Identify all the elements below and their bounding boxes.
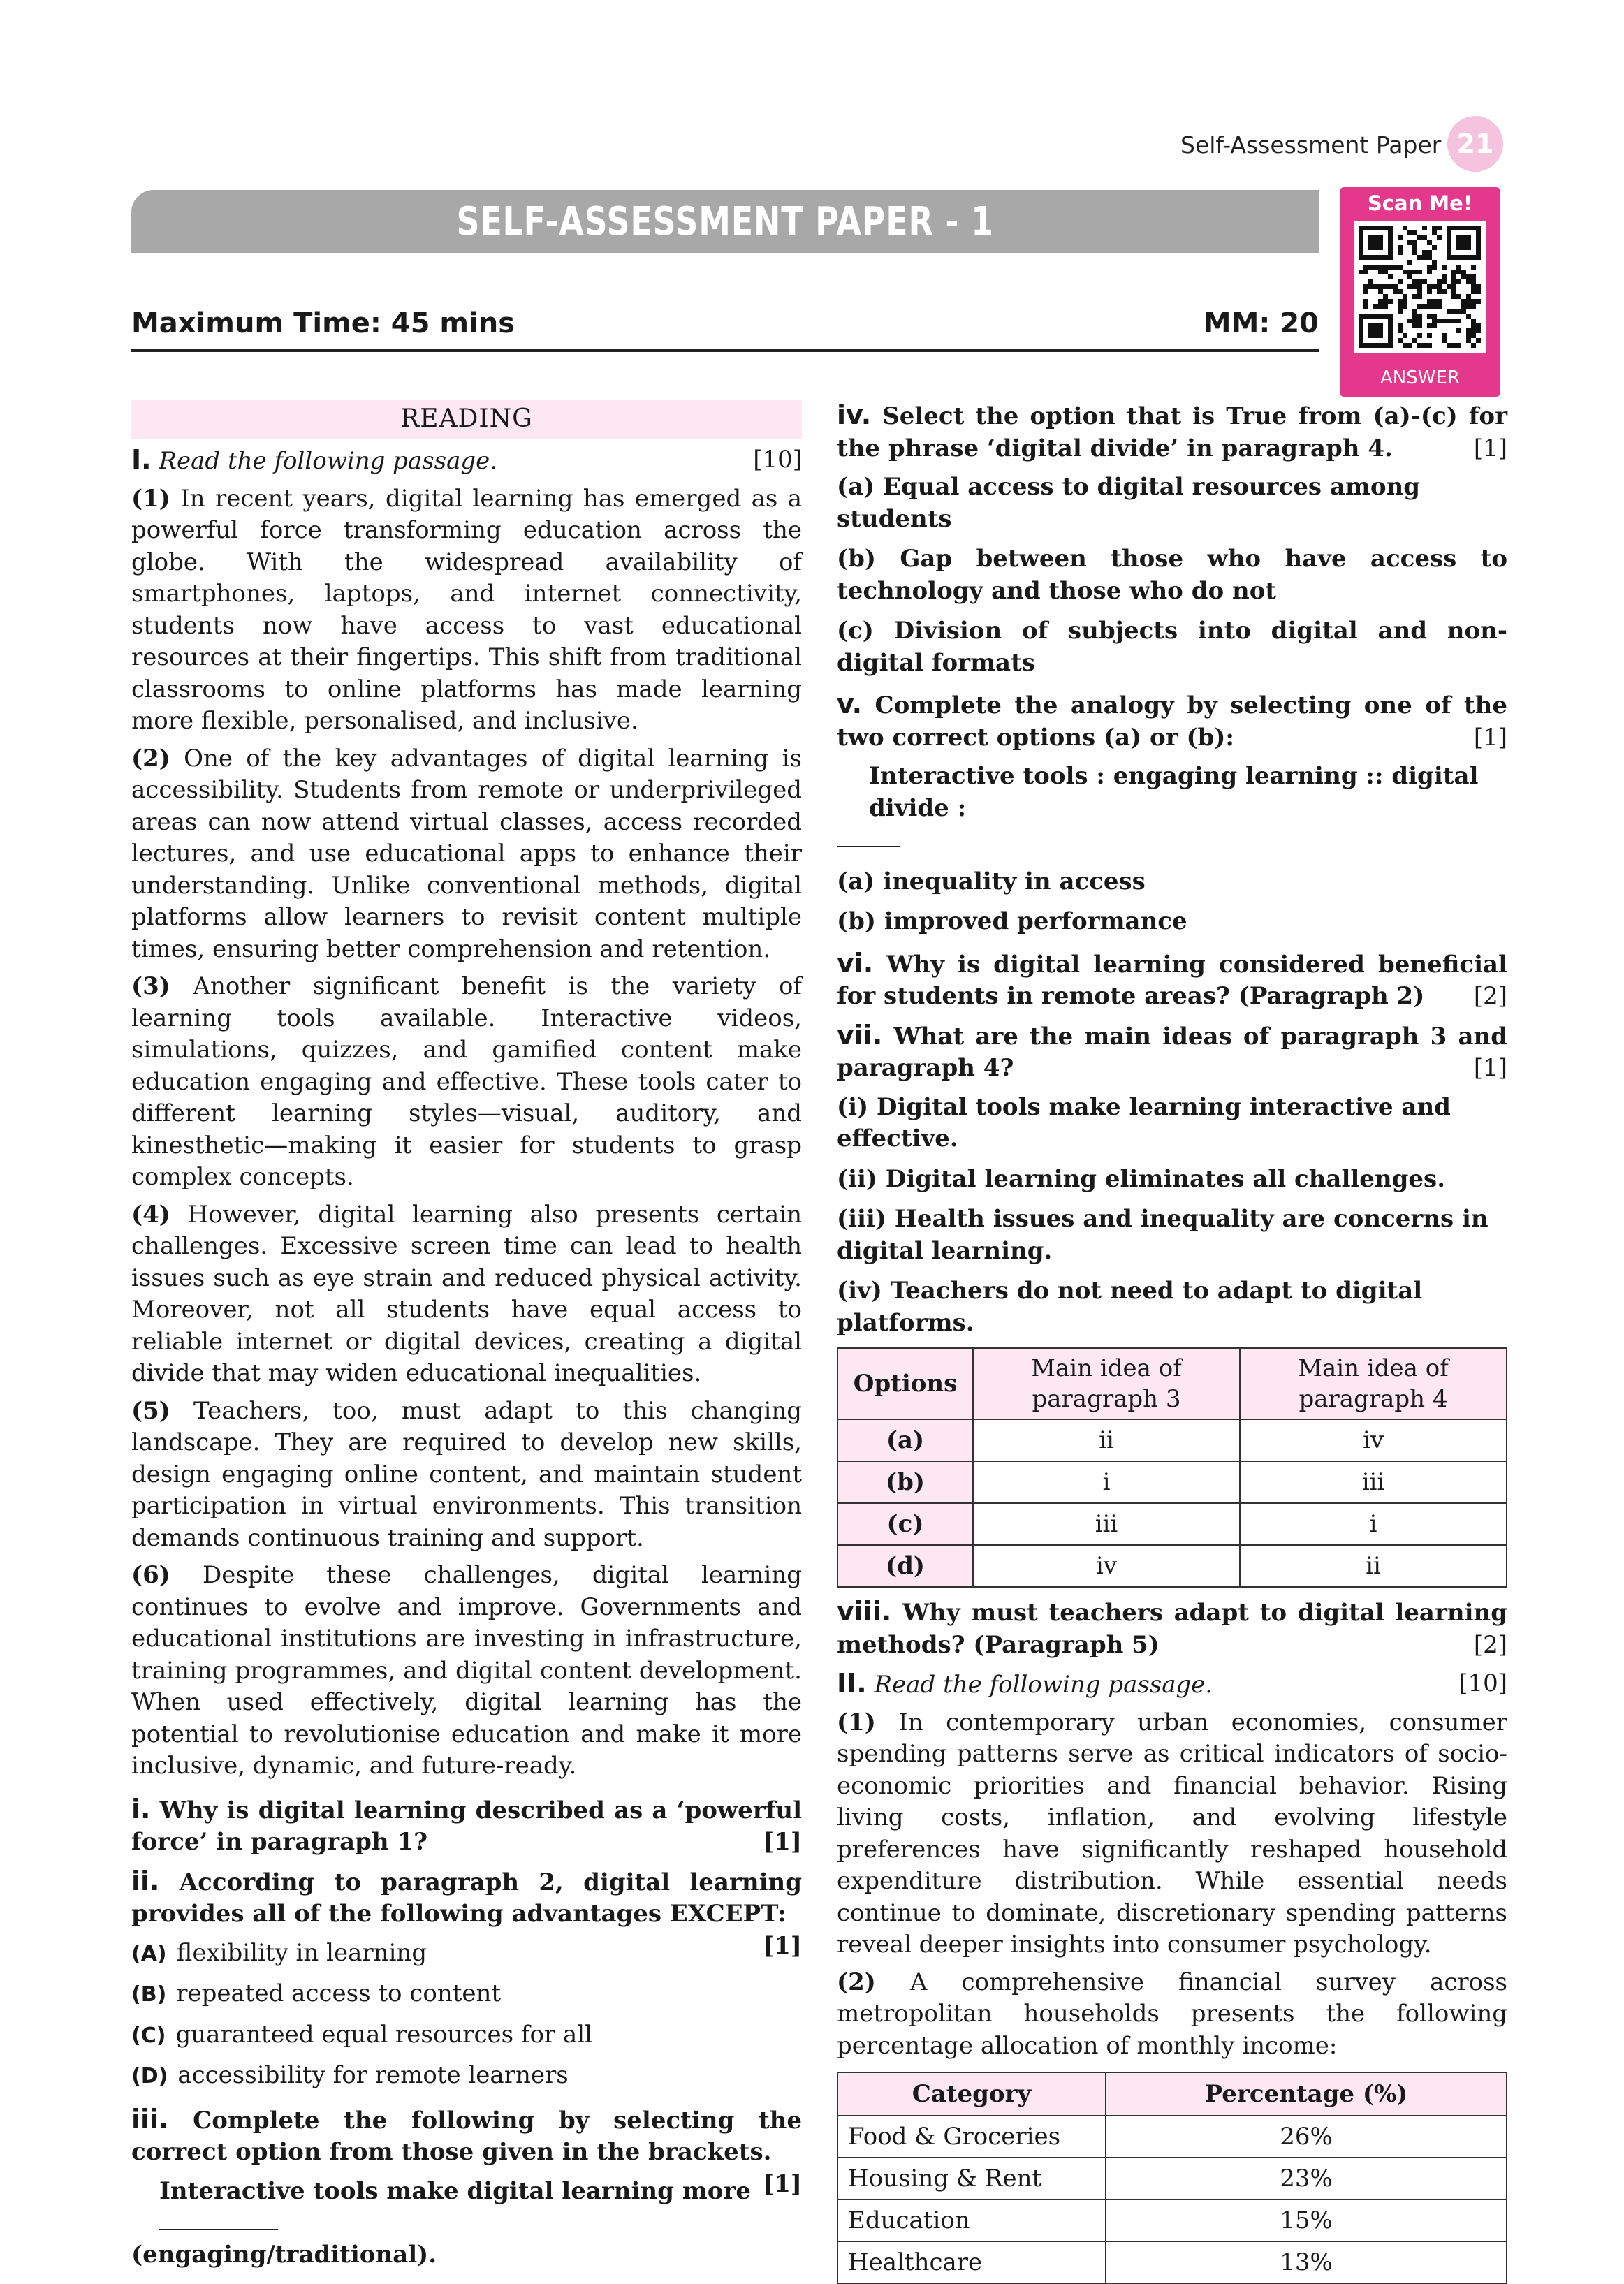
table-header-row — [837, 1348, 1507, 1419]
option-text: accessibility for remote learners — [177, 2061, 569, 2089]
qr-answer-box[interactable] — [1340, 187, 1500, 397]
option-item[interactable] — [131, 1938, 802, 1970]
paragraph-number: (3) — [131, 972, 170, 1000]
left-column — [131, 400, 802, 2276]
paragraph-number: (2) — [131, 744, 170, 773]
section-1-marks: [10] — [753, 446, 802, 474]
passage-paragraph — [131, 483, 802, 738]
analogy-text: Interactive tools : engaging learning :: digital divide : — [869, 762, 1479, 822]
statement-item — [837, 1203, 1507, 1267]
paragraph-number: (2) — [837, 1968, 876, 1996]
fill-in-statement — [131, 2176, 802, 2271]
question-4 — [837, 400, 1507, 464]
qr-code-graphic — [1354, 221, 1486, 353]
passage-paragraph — [131, 1199, 802, 1390]
statement-item — [837, 1275, 1507, 1339]
table-cell: Education — [837, 2199, 1106, 2241]
qr-scan-label: Scan Me! — [1367, 191, 1473, 215]
table-cell: iv — [1240, 1419, 1507, 1461]
table-cell: Food & Groceries — [837, 2116, 1106, 2158]
running-title: Self-Assessment Paper — [1180, 131, 1442, 159]
question-text: Complete the following by selecting the correct option from those given in the brackets. — [131, 2106, 802, 2166]
paragraph-text: Despite these challenges, digital learning continues to evolve and improve. Governments and educational institutions are investing in infrastructure, training programmes, and digital content development. When used effectively, digital learning has the potential to revolutionise education and make it more inclusive, dynamic, and future-ready. — [131, 1561, 803, 1780]
option-item[interactable] — [131, 2019, 802, 2052]
question-number: iii. — [131, 2103, 169, 2135]
section-2-number: II. — [837, 1668, 867, 1699]
paragraph-number: (5) — [131, 1396, 170, 1425]
table-cell: (a) — [837, 1419, 973, 1461]
question-number: vi. — [837, 947, 874, 979]
question-text: Select the option that is True from (a)-(c) for the phrase ‘digital divide’ in paragraph 4. — [837, 402, 1507, 462]
statement-text: Digital tools make learning interactive and effective. — [837, 1092, 1451, 1152]
option-text: Equal access to digital resources among students — [837, 473, 1421, 533]
table-cell: i — [1240, 1503, 1507, 1545]
statement-label: (i) — [837, 1092, 869, 1121]
paragraph-text: However, digital learning also presents certain challenges. Excessive screen time can lead to health issues such as eye strain and reduced physical activity. Moreover, not all students have equal access to reliable internet or digital devices, creating a digital divide that may widen educational inequalities. — [131, 1200, 802, 1387]
paragraph-number: (6) — [131, 1561, 170, 1589]
passage-paragraph — [837, 1707, 1507, 1961]
table-cell: Housing & Rent — [837, 2158, 1106, 2199]
passage-paragraph — [837, 1967, 1507, 2063]
table-row[interactable] — [837, 2241, 1507, 2283]
qr-answer-label: ANSWER — [1380, 367, 1460, 388]
statement-text: Interactive tools make digital learning more — [159, 2176, 751, 2205]
paragraph-text: Another significant benefit is the variety of learning tools available. Interactive videos, simulations, quizzes, and gamified content make education engaging and effective. These tools cater to different learning styles—visual, auditory, and kinesthetic—making it easier for students to grasp complex concepts. — [131, 972, 802, 1191]
table-cell: (d) — [837, 1545, 973, 1587]
question-text: Complete the analogy by selecting one of the two correct options (a) or (b): — [837, 691, 1507, 752]
answer-blank[interactable] — [837, 825, 900, 847]
question-marks: [1] — [763, 1828, 802, 1856]
header-divider — [131, 349, 1319, 352]
paragraph-number: (1) — [131, 484, 170, 513]
statement-label: (ii) — [837, 1164, 878, 1193]
question-7 — [837, 1020, 1507, 1085]
table-header-cell: Main idea of paragraph 3 — [973, 1348, 1240, 1419]
question-number: viii. — [837, 1596, 892, 1627]
table-row[interactable] — [837, 1419, 1507, 1461]
passage-paragraph — [131, 1396, 802, 1555]
statement-label: (iii) — [837, 1205, 886, 1233]
analogy-statement — [837, 761, 1507, 856]
question-text: What are the main ideas of paragraph 3 and paragraph 4? — [837, 1022, 1507, 1082]
qr-code-icon[interactable] — [1354, 221, 1486, 353]
max-time: Maximum Time: 45 mins — [131, 307, 515, 339]
question-text: Why is digital learning described as a ‘powerful force’ in paragraph 1? — [131, 1796, 802, 1856]
table-cell: ii — [1240, 1545, 1507, 1587]
table-cell: iv — [973, 1545, 1240, 1587]
table-row[interactable] — [837, 2199, 1507, 2241]
question-marks: [2] — [1473, 982, 1507, 1010]
max-marks: MM: 20 — [1203, 307, 1319, 339]
question-6 — [837, 948, 1507, 1013]
passage-paragraph — [131, 971, 802, 1194]
right-column — [837, 400, 1507, 2284]
statement-text: Teachers do not need to adapt to digital platforms. — [837, 1277, 1423, 1337]
statement-text: Health issues and inequality are concerns in digital learning. — [837, 1205, 1488, 1265]
table-cell: iii — [1240, 1461, 1507, 1503]
section-1-instruction: Read the following passage. — [159, 447, 498, 475]
exam-meta-row — [131, 307, 1319, 339]
reading-heading: READING — [131, 400, 802, 439]
option-item[interactable] — [131, 2060, 802, 2093]
statement-choices: (engaging/traditional). — [131, 2240, 437, 2269]
paragraph-text: A comprehensive financial survey across metropolitan households presents the following percentage allocation of monthly income: — [837, 1968, 1507, 2060]
question-5 — [837, 689, 1507, 754]
option-item[interactable] — [837, 615, 1507, 679]
table-row[interactable] — [837, 1503, 1507, 1545]
table-header-cell: Category — [837, 2072, 1106, 2116]
option-label: (C) — [131, 2023, 166, 2048]
passage-paragraph — [131, 1560, 802, 1782]
option-label: (B) — [131, 1982, 167, 2007]
paragraph-text: Teachers, too, must adapt to this changing landscape. They are required to develop new skills, design engaging online content, and maintain student participation in virtual environments. This transition demands continuous training and support. — [131, 1396, 802, 1552]
option-label: (b) — [837, 545, 876, 573]
option-label: (c) — [837, 617, 874, 645]
option-text: Gap between those who have access to technology and those who do not — [837, 545, 1508, 605]
option-text: flexibility in learning — [176, 1938, 427, 1967]
table-cell: 15% — [1106, 2199, 1507, 2241]
table-header-cell: Options — [837, 1348, 973, 1419]
passage-paragraph — [131, 743, 802, 966]
option-text: improved performance — [884, 907, 1187, 935]
option-item[interactable] — [837, 906, 1507, 938]
question-8 — [837, 1596, 1507, 1661]
table-cell: 26% — [1106, 2116, 1507, 2158]
table-cell: (c) — [837, 1503, 973, 1545]
paper-title-bar — [131, 190, 1319, 253]
option-text: inequality in access — [883, 867, 1146, 895]
option-text: Division of subjects into digital and non-digital formats — [837, 617, 1507, 677]
paragraph-text: In recent years, digital learning has emerged as a powerful force transforming education across the globe. With the widespread availability of smartphones, laptops, and internet connectivity, students now have access to vast educational resources at their fingertips. This shift from traditional classrooms to online platforms has made learning more flexible, personalised, and inclusive. — [131, 484, 802, 735]
table-row[interactable] — [837, 2116, 1507, 2158]
table-row[interactable] — [837, 1461, 1507, 1503]
section-2-marks: [10] — [1458, 1669, 1507, 1697]
table-header-cell: Percentage (%) — [1106, 2072, 1507, 2116]
page-number: 21 — [1447, 116, 1503, 172]
question-text: Why is digital learning considered beneficial for students in remote areas? (Paragraph 2) — [837, 950, 1507, 1010]
table-cell: iii — [973, 1503, 1240, 1545]
question-text: Why must teachers adapt to digital learning methods? (Paragraph 5) — [837, 1599, 1507, 1659]
table-cell: i — [973, 1461, 1240, 1503]
section-2-instruction: Read the following passage. — [874, 1671, 1213, 1699]
paragraph-text: In contemporary urban economies, consumer spending patterns serve as critical indicators of socio-economic priorities and financial behavior. Rising living costs, inflation, and evolving lifestyle preferences have significantly reshaped household expenditure distribution. While essential needs continue to dominate, discretionary spending patterns reveal deeper insights into consumer psychology. — [837, 1708, 1508, 1959]
table-cell: Healthcare — [837, 2241, 1106, 2283]
question-marks: [1] — [1473, 723, 1507, 752]
question-marks: [2] — [1473, 1630, 1507, 1659]
option-item[interactable] — [131, 1978, 802, 2011]
question-number: ii. — [131, 1865, 160, 1896]
table-header-cell: Main idea of paragraph 4 — [1240, 1348, 1507, 1419]
question-number: iv. — [837, 400, 872, 430]
question-1 — [131, 1794, 802, 1859]
section-1-heading — [131, 444, 802, 478]
paper-title: SELF-ASSESSMENT PAPER - 1 — [456, 198, 994, 244]
option-text: repeated access to content — [176, 1979, 502, 2007]
question-marks: [1] — [763, 1931, 802, 1960]
spending-table — [837, 2072, 1507, 2284]
question-marks: [1] — [1473, 1054, 1507, 1082]
table-cell: ii — [973, 1419, 1240, 1461]
question-number: v. — [837, 689, 863, 719]
option-label: (a) — [837, 867, 875, 895]
table-row[interactable] — [837, 1545, 1507, 1587]
main-ideas-table — [837, 1347, 1507, 1588]
option-label: (b) — [837, 907, 876, 935]
statement-label: (iv) — [837, 1277, 882, 1305]
statement-item — [837, 1092, 1507, 1155]
section-1-number: I. — [131, 444, 152, 475]
statement-text: Digital learning eliminates all challenges. — [885, 1164, 1446, 1193]
statement-item — [837, 1164, 1507, 1196]
question-number: i. — [131, 1793, 151, 1824]
option-item[interactable] — [837, 471, 1507, 535]
option-label: (D) — [131, 2064, 168, 2088]
answer-blank[interactable] — [159, 2208, 278, 2230]
table-cell: 23% — [1106, 2158, 1507, 2199]
question-marks: [1] — [1473, 434, 1507, 462]
table-cell: 13% — [1106, 2241, 1507, 2283]
option-label: (a) — [837, 473, 875, 501]
question-text: According to paragraph 2, digital learning provides all of the following advantages EXCEPT: — [131, 1868, 802, 1928]
option-label: (A) — [131, 1941, 167, 1966]
question-number: vii. — [837, 1019, 883, 1051]
option-item[interactable] — [837, 543, 1507, 607]
table-cell: (b) — [837, 1461, 973, 1503]
section-2-heading — [837, 1668, 1507, 1701]
table-row[interactable] — [837, 2158, 1507, 2199]
table-header-row — [837, 2072, 1507, 2116]
paragraph-number: (1) — [837, 1708, 876, 1736]
question-marks: [1] — [763, 2169, 802, 2198]
option-item[interactable] — [837, 866, 1507, 898]
paragraph-number: (4) — [131, 1200, 170, 1229]
paragraph-text: One of the key advantages of digital learning is accessibility. Students from remote or underprivileged areas can now attend virtual classes, access recorded lectures, and use educational apps to enhance their understanding. Unlike conventional methods, digital platforms allow learners to revisit content multiple times, ensuring better comprehension and retention. — [131, 744, 802, 963]
option-text: guaranteed equal resources for all — [175, 2020, 593, 2049]
